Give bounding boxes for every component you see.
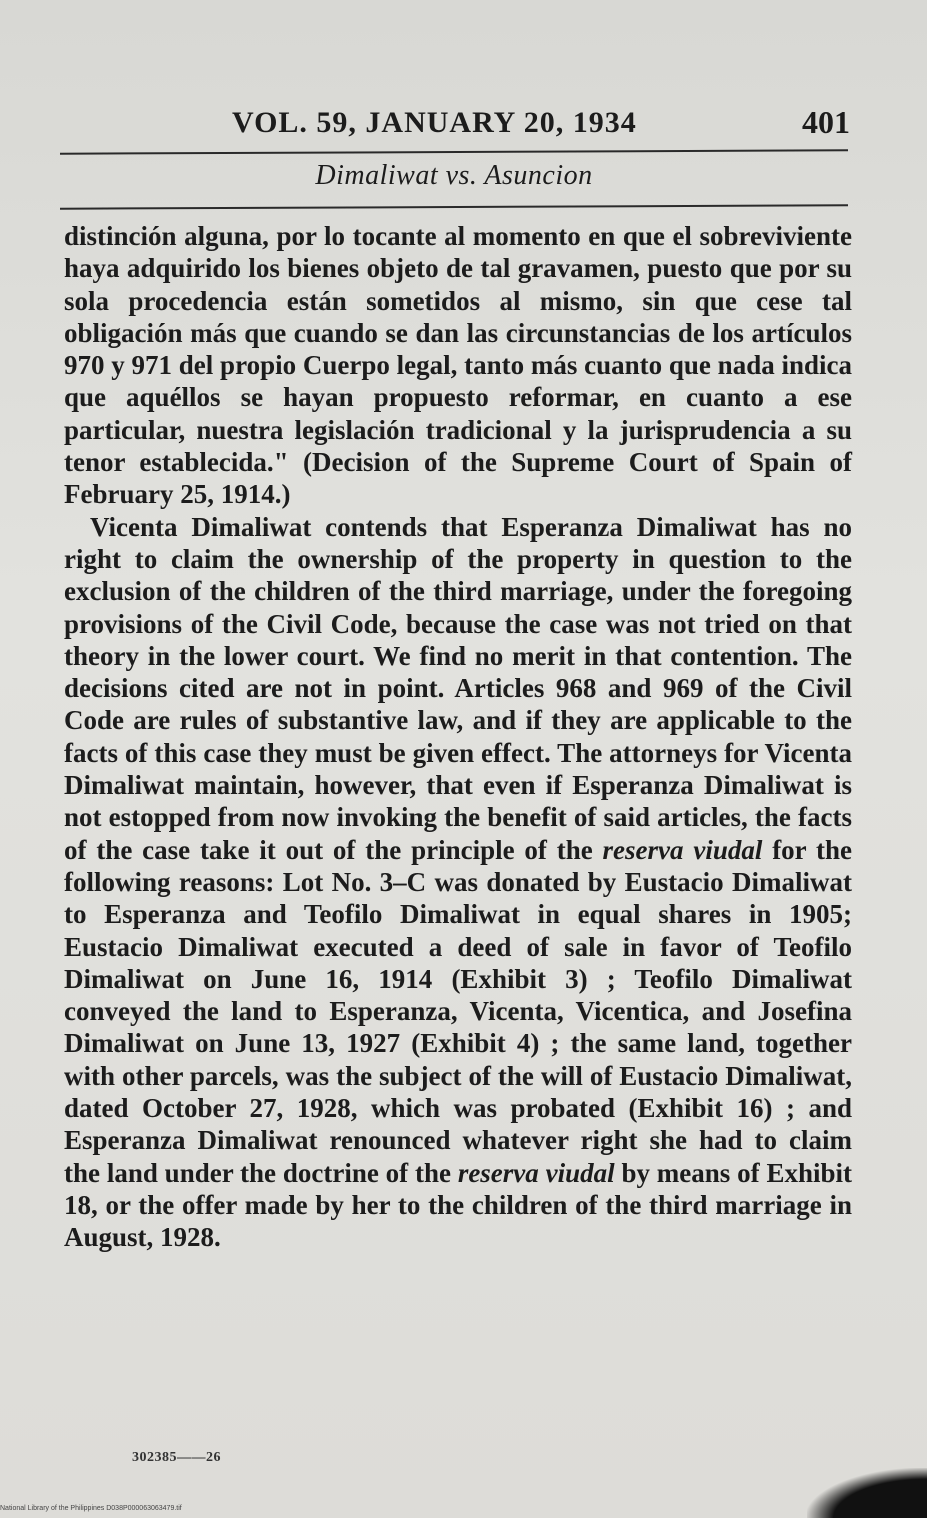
paragraph-2 — [64, 511, 852, 1254]
running-title: VOL. 59, JANUARY 20, 1934 — [232, 106, 637, 139]
header-rule-bottom — [60, 204, 848, 209]
body-text — [64, 220, 852, 1254]
paragraph-2-italic-term-1: reserva viudal — [602, 834, 763, 865]
case-title: Dimaliwat vs. Asuncion — [315, 160, 593, 191]
signature-mark: 302385——26 — [132, 1450, 221, 1465]
running-head — [60, 100, 850, 150]
page-number: 401 — [802, 104, 850, 140]
paragraph-2-part-3: by means of Exhibit 18, or the offer made by her to the children of the third marriage in August, 1928. — [64, 1157, 852, 1253]
paragraph-2-italic-term-2: reserva viudal — [457, 1157, 615, 1188]
corner-shadow — [807, 1468, 927, 1518]
scan-credit: National Library of the Philippines D038P000063063479.tif — [0, 1505, 182, 1512]
paragraph-2-part-2: for the following reasons: Lot No. 3–C was donated by Eustacio Dimaliwat to Esperanza and Teofilo Dimaliwat in equal shares in 1905; Eustacio Dimaliwat executed a deed of sale in favor of Teofilo Dimaliwat on June 16, 1914 (Exhibit 3) ; Teofilo Dimaliwat conveyed the land to Esperanza, Vicenta, Vicentica, and Josefina Dimaliwat on June 13, 1927 (Exhibit 4) ; the same land, together with other parcels, was the subject of the will of Eustacio Dimaliwat, dated October 27, 1928, which was probated (Exhibit 16) ; and Esperanza Dimaliwat renounced whatever right she had to claim the land under the doctrine of the — [64, 834, 852, 1188]
header-rule-top — [60, 149, 848, 154]
paragraph-1: distinción alguna, por lo tocante al momento en que el sobreviviente haya adquirido los bienes objeto de tal gravamen, puesto que por su sola procedencia están sometidos al mismo, sin que cese tal obligación más que cuando se dan las circunstancias de los artículos 970 y 971 del propio Cuerpo legal, tanto más cuanto que nada indica que aquéllos se hayan propuesto reformar, en cuanto a ese particular, nuestra legislación tradicional y la jurisprudencia a su tenor establecida." (Decision of the Supreme Court of Spain of February 25, 1914.) — [64, 221, 852, 510]
paragraph-2-part-1: Vicenta Dimaliwat contends that Esperanza Dimaliwat has no right to claim the ownership of the property in question to the exclusion of the children of the third marriage, under the foregoing provisions of the Civil Code, because the case was not tried on that theory in the lower court. We find no merit in that contention. The decisions cited are not in point. Articles 968 and 969 of the Civil Code are rules of substantive law, and if they are applicable to the facts of this case they must be given effect. The attorneys for Vicenta Dimaliwat maintain, however, that even if Esperanza Dimaliwat is not estopped from now invoking the benefit of said articles, the facts of the case take it out of the principle of the — [64, 511, 852, 865]
